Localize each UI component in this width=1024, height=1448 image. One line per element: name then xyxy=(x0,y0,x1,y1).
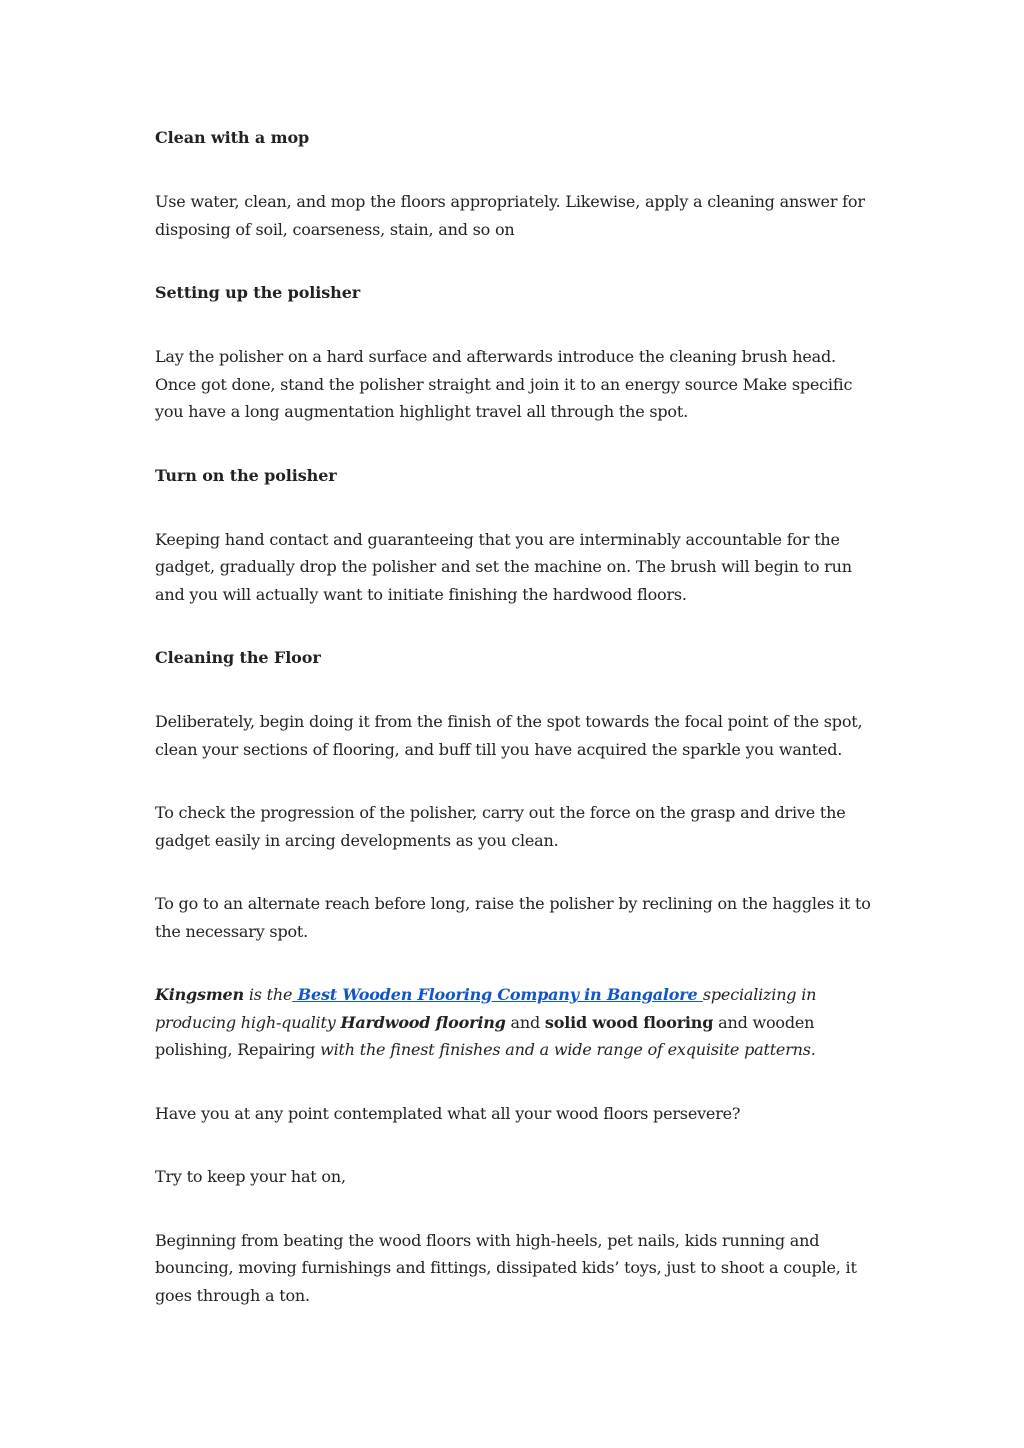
section-heading-cleaning-floor: Cleaning the Floor xyxy=(155,648,321,667)
document-page xyxy=(155,124,875,1345)
promo-polishing: and wooden polishing, Repairing xyxy=(155,1012,815,1059)
section-heading-mop: Clean with a mop xyxy=(155,128,310,147)
best-wooden-flooring-link[interactable]: Best Wooden Flooring Company in Bangalore xyxy=(292,985,703,1004)
promo-solid-wood-flooring: solid wood flooring xyxy=(544,1012,714,1032)
promo-closing: with the finest finishes and a wide range of exquisite patterns. xyxy=(320,1040,816,1059)
promo-is-the: is the xyxy=(243,985,293,1004)
closing-paragraph-2: Try to keep your hat on, xyxy=(155,1167,346,1186)
cleaning-paragraph-3: To go to an alternate reach before long, raise the polisher by reclining on the haggles it to the necessary spot. xyxy=(155,894,871,941)
section-heading-turn-on: Turn on the polisher xyxy=(155,465,337,485)
promo-hardwood-flooring: Hardwood flooring xyxy=(340,1012,506,1032)
cleaning-paragraph-2: To check the progression of the polisher, carry out the force on the grasp and drive the gadget easily in arcing developments as you clean. xyxy=(155,803,846,850)
promo-specializing: specializing in producing high-quality xyxy=(155,985,817,1032)
cleaning-paragraph-1: Deliberately, begin doing it from the finish of the spot towards the focal point of the spot, clean your sections of flooring, and buff till you have acquired the sparkle you wanted. xyxy=(155,712,863,759)
promo-paragraph xyxy=(155,981,875,1064)
turn-on-paragraph: Keeping hand contact and guaranteeing that you are interminably accountable for the gadget, gradually drop the polisher and set the machine on. The brush will begin to run and you will actually want to initiate finishing the hardwood floors. xyxy=(155,529,852,604)
closing-paragraph-3: Beginning from beating the wood floors with high-heels, pet nails, kids running and bouncing, moving furnishings and fittings, dissipated kids’ toys, just to shoot a couple, it goes through a ton. xyxy=(155,1230,857,1305)
mop-paragraph: Use water, clean, and mop the floors appropriately. Likewise, apply a cleaning answer for disposing of soil, coarseness, stain, and so on xyxy=(155,192,865,239)
section-heading-setup: Setting up the polisher xyxy=(155,283,361,302)
promo-brand: Kingsmen xyxy=(155,985,244,1004)
setup-paragraph: Lay the polisher on a hard surface and afterwards introduce the cleaning brush head. Once got done, stand the polisher straight and join it to an energy source Make specific you have a long augmentation highlight travel all through the spot. xyxy=(155,347,853,421)
closing-paragraph-1: Have you at any point contemplated what all your wood floors persevere? xyxy=(155,1103,741,1123)
promo-and: and xyxy=(505,1012,545,1032)
